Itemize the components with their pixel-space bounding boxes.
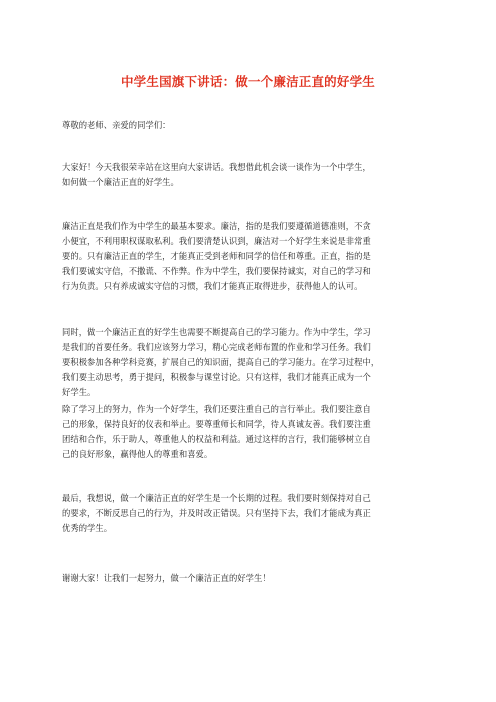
- salutation-paragraph: 尊敬的老师、亲爱的同学们：: [62, 120, 171, 130]
- conduct-paragraph: 除了学习上的努力，作为一个好学生，我们还要注重自己的言行举止。我们要注意自 己的形象，保持良好的仪表和举止。要尊重师长和同学，待人真诚友善。我们要注重 团结和合作，乐于助人，尊重他人的权益和利益。通过这样的言行，我们能够树立自 己的良好形象，赢得他人的尊重和喜爱。: [62, 404, 371, 459]
- study-paragraph: 同时，做一个廉洁正直的好学生也需要不断提高自己的学习能力。作为中学生，学习 是我们的首要任务。我们应该努力学习，精心完成老师布置的作业和学习任务。我们 要积极参加各种学科竞赛，扩展自己的知识面，提高自己的学习能力。在学习过程中， 我们要主动思考，勇于提问，积极参与课堂讨论。只有这样，我们才能真正成为一个 好学生。: [62, 327, 380, 397]
- intro-paragraph: 大家好！今天我很荣幸站在这里向大家讲话。我想借此机会谈一谈作为一个中学生， 如何做一个廉洁正直的好学生。: [62, 162, 371, 187]
- document-title: 中学生国旗下讲话：做一个廉洁正直的好学生: [120, 74, 375, 89]
- closing-paragraph: 谢谢大家！让我们一起努力，做一个廉洁正直的好学生！: [62, 573, 271, 583]
- integrity-paragraph: 廉洁正直是我们作为中学生的最基本要求。廉洁，指的是我们要遵循道德准则，不贪 小便宜，不利用职权谋取私利。我们要清楚认识到，廉洁对一个好学生来说是非常重 要的。只有廉洁正直的学生，才能真正受到老师和同学的信任和尊重。正直，指的是 我们要诚实守信，不撒谎、不作弊。作为中学生，我们要保持诚实，对自己的学习和 行为负责。只有养成诚实守信的习惯，我们才能真正取得进步，获得他人的认可。: [62, 221, 371, 291]
- conclusion-paragraph: 最后，我想说，做一个廉洁正直的好学生是一个长期的过程。我们要时刻保持对自己 的要求，不断反思自己的行为，并及时改正错误。只有坚持下去，我们才能成为真正 优秀的学生。: [62, 493, 371, 533]
